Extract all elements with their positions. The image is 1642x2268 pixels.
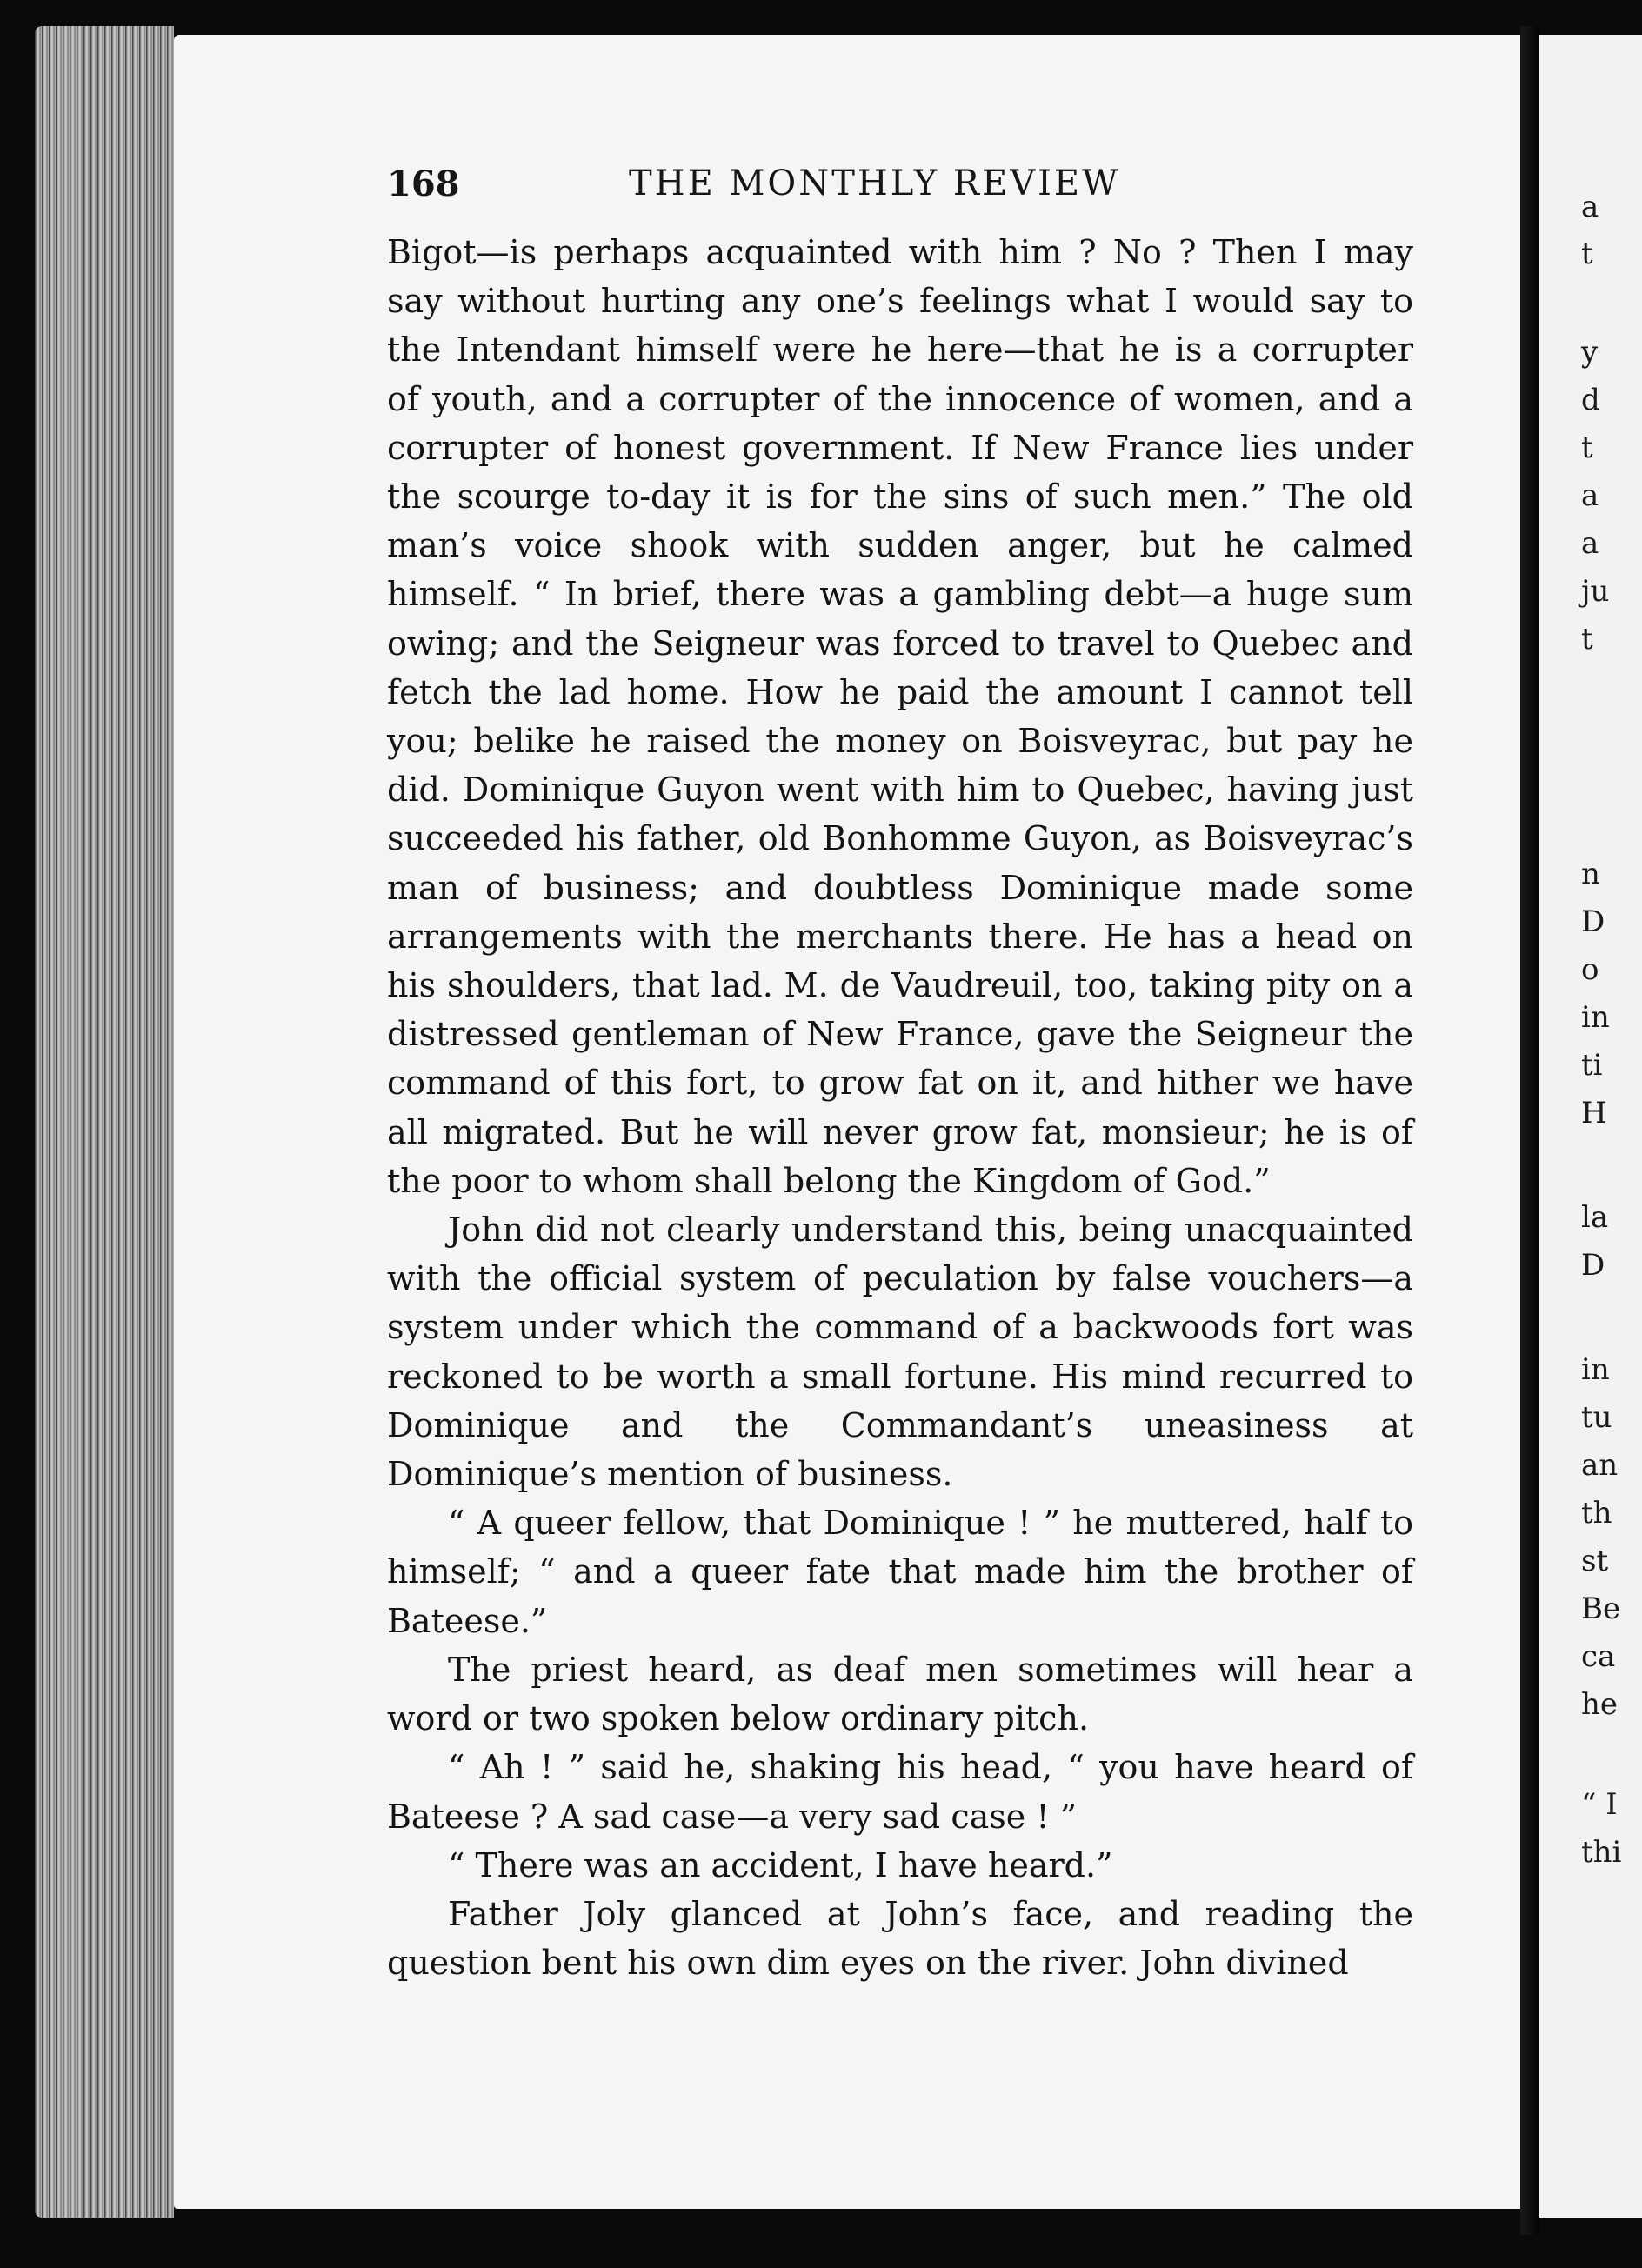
facing-page-fragment: a [1581,190,1599,224]
facing-page-fragment: o [1581,952,1599,987]
facing-page-fragment: t [1581,622,1593,657]
facing-page-fragment: D [1581,1248,1605,1283]
paragraph: Father Joly glanced at John’s face, and reading the question bent his own dim eyes on the river. John divined [387,1894,1413,1983]
facing-page-fragment: in [1581,1352,1610,1387]
facing-page-fragment: ti [1581,1048,1603,1083]
paragraph: “ Ah ! ” said he, shaking his head, “ you have heard of Bateese ? A sad case—a very sad case ! ” [387,1748,1413,1836]
facing-page-fragment: tu [1581,1400,1612,1435]
facing-page-fragment: t [1581,430,1593,465]
facing-page-fragment: a [1581,478,1599,513]
facing-page-fragment: ca [1581,1639,1616,1674]
facing-page-fragment: th [1581,1496,1612,1531]
page-number: 168 [387,163,460,204]
facing-page-fragment: y [1581,335,1599,370]
facing-page-fragment: a [1581,526,1599,561]
facing-page-fragment: t [1581,237,1593,271]
book-page-edges [35,26,174,2218]
facing-page-fragment: thi [1581,1835,1622,1870]
paragraph: Bigot—is perhaps acquainted with him ? No ? Then I may say without hurting any one’s feelings what I would say to the Intendant himself were he here—that he is a corrupter of youth, and a corrupter of the innocence of women, and a corrupter of honest government. If New France lies under the scourge to-day it is for the sins of such men.” The old man’s voice shook with sudden anger, but he calmed himself. “ In brief, there was a gambling debt—a huge sum owing; and the Seigneur was forced to travel to Quebec and fetch the lad home. How he paid the amount I cannot tell you; belike he raised the money on Boisveyrac, but pay he did. Dominique Guyon went with him to Quebec, having just succeeded his father, old Bonhomme Guyon, as Boisveyrac’s man of business; and doubtless Dominique made some arrangements with the merchants there. He has a head on his shoulders, that lad. M. de Vaudreuil, too, taking pity on a distressed gentleman of New France, gave the Seigneur the command of this fort, to grow fat on it, and hither we have all migrated. But he will never grow fat, monsieur; he is of the poor to whom shall belong the Kingdom of God.” [387,233,1413,1200]
facing-page-fragment: la [1581,1200,1609,1235]
facing-page-fragment: in [1581,1000,1610,1035]
paragraph: “ A queer fellow, that Dominique ! ” he muttered, half to himself; “ and a queer fate that made him the brother of Bateese.” [387,1504,1413,1640]
facing-page-fragment: D [1581,904,1605,939]
facing-page-fragment: Be [1581,1591,1621,1626]
facing-page-fragment: st [1581,1544,1609,1578]
paragraph: The priest heard, as deaf men sometimes will hear a word or two spoken below ordinary pitch. [387,1650,1413,1738]
page-header [387,163,1413,216]
paragraph: John did not clearly understand this, being unacquainted with the official system of peculation by false vouchers—a system under which the command of a backwoods fort was reckoned to be worth a small fortune. His mind recurred to Dominique and the Commandant’s uneasiness at Dominique’s mention of business. [387,1211,1413,1494]
facing-page-fragment: he [1581,1687,1619,1722]
paragraph: “ There was an accident, I have heard.” [448,1845,1113,1884]
book-gutter [1520,26,1539,2235]
facing-page-fragment: ju [1581,574,1610,609]
facing-page-fragment: an [1581,1448,1619,1483]
facing-page-fragment: n [1581,857,1600,891]
running-title: THE MONTHLY REVIEW [629,163,1121,203]
facing-page-fragment: d [1581,383,1600,417]
body-text [387,228,1413,1987]
facing-page-fragment: “ I [1581,1787,1618,1822]
facing-page-fragment: H [1581,1096,1607,1131]
